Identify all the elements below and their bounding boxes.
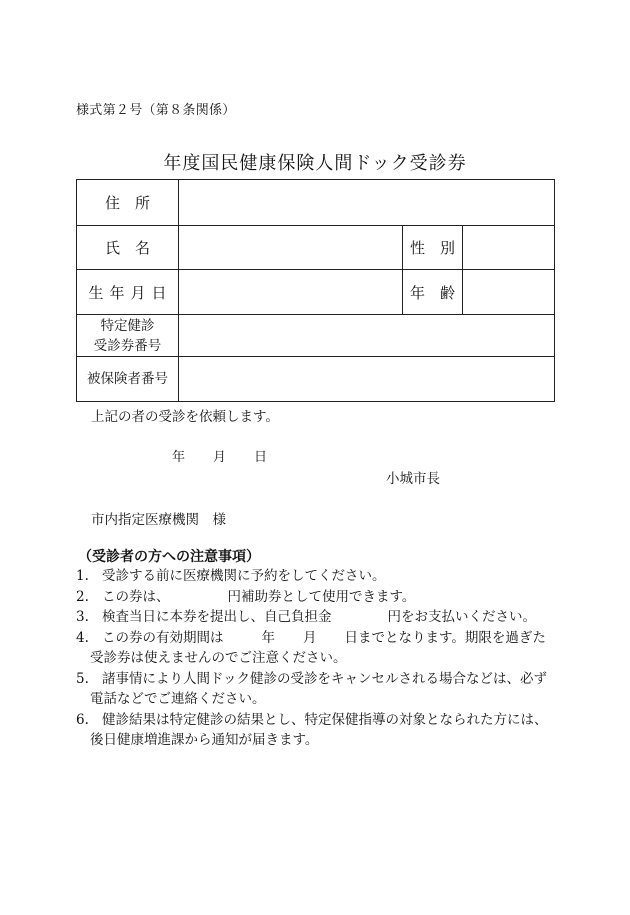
note-item-4: 4. この券の有効期間は 年 月 日までとなります。期限を過ぎた 受診券は使えませんのでご注意ください。: [76, 629, 546, 666]
age-label: 年 齢: [403, 270, 463, 315]
checkup-ticket-label-line1: 特定健診: [100, 317, 155, 334]
row-insured-number: [77, 357, 555, 402]
notes-heading: （受診者の方への注意事項）: [78, 549, 260, 565]
row-checkup-ticket-number: [77, 315, 555, 357]
note-item-6: 6. 健診結果は特定健診の結果とし、特定保健指導の対象となられた方には、 後日健康増進課から通知が届きます。: [76, 711, 548, 748]
name-field[interactable]: [179, 226, 403, 270]
birthdate-field[interactable]: [179, 270, 403, 315]
address-field[interactable]: [179, 180, 555, 226]
row-name: [77, 226, 555, 270]
insured-number-field[interactable]: [179, 357, 555, 402]
sex-field[interactable]: [463, 226, 555, 270]
birthdate-label: 生年月日: [77, 270, 179, 315]
age-field[interactable]: [463, 270, 555, 315]
note-item-3: 3. 検査当日に本券を提出し、自己負担金 円をお支払いください。: [76, 609, 536, 625]
form-number: 様式第２号（第８条関係）: [76, 103, 236, 118]
checkup-ticket-label-line2: 受診券番号: [93, 337, 162, 354]
address-label: 住 所: [77, 180, 179, 226]
checkup-ticket-label: [77, 315, 179, 357]
date-day: 日: [254, 450, 268, 465]
note-item-1: 1. 受診する前に医療機関に予約をしてください。: [76, 568, 386, 584]
note-item-5: 5. 諸事情により人間ドック健診の受診をキャンセルされる場合などは、必ず 電話などでご連絡ください。: [76, 670, 547, 707]
notes-list: [76, 566, 566, 751]
row-address: [77, 180, 555, 226]
page-title: 年度国民健康保険人間ドック受診券: [163, 153, 467, 174]
issue-date: [172, 446, 267, 465]
application-form-table: [76, 179, 555, 402]
mayor-signature: 小城市長: [386, 471, 440, 487]
date-year: 年: [172, 450, 186, 465]
row-birthdate: [77, 270, 555, 315]
checkup-ticket-number-field[interactable]: [179, 315, 555, 357]
insured-number-label: 被保険者番号: [77, 357, 179, 402]
date-month: 月: [213, 450, 227, 465]
name-label: 氏 名: [77, 226, 179, 270]
sex-label: 性 別: [403, 226, 463, 270]
request-text: 上記の者の受診を依頼します。: [91, 409, 279, 425]
note-item-2: 2. この券は、 円補助券として使用できます。: [76, 588, 416, 605]
institution-addressee: 市内指定医療機関 様: [91, 512, 226, 528]
